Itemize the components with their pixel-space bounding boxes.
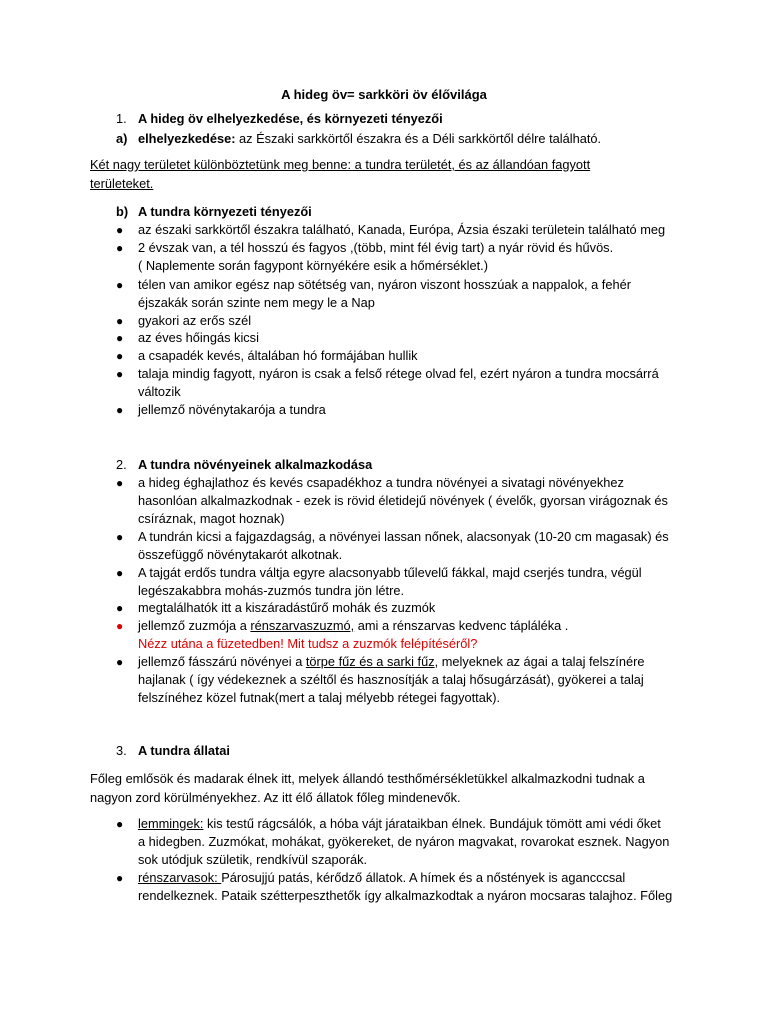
section-3-intro-line-1: Főleg emlősök és madarak élnek itt, melyek állandó testhőmérsékletükkel alkalmazkodni tudnak a [90, 771, 645, 786]
bullet-icon: ● [116, 314, 124, 328]
bullet-icon: ● [116, 331, 124, 345]
page-title: A hideg öv= sarkköri öv élővilága [281, 87, 487, 102]
bullet-icon: ● [116, 367, 124, 381]
bullet-icon: ● [116, 601, 124, 615]
bullet-icon: ● [116, 241, 124, 255]
bullet-icon: ● [116, 530, 124, 544]
bullet-icon: ● [116, 817, 124, 831]
bullet-icon: ● [116, 619, 124, 633]
section-3-intro-line-2: nagyon zord körülményekhez. Az itt élő állatok főleg mindenevők. [90, 790, 461, 805]
underlined-note-line-1: Két nagy területet különböztetünk meg benne: a tundra területét, és az állandóan fagyott [90, 157, 591, 172]
bullet-icon: ● [116, 349, 124, 363]
bullet-icon: ● [116, 871, 124, 885]
bullet-icon: ● [116, 566, 124, 580]
underlined-note-line-2: területeket. [90, 176, 154, 191]
bullet-icon: ● [116, 403, 124, 417]
document-page: A hideg öv= sarkköri öv élővilága 1. A hideg öv elhelyezkedése, és környezeti tényezői a) elhelyezkedése: az Északi sarkkörtől északra és a Déli sarkkörtől délre található. Két nagy területet különböztetünk meg benne: a tundra területét, és az állandóan fagyott területeket. b) A tundra környezeti tényezői ● az északi sarkkörtől északra található, Kanada, Európa, Ázsia északi területein található meg ● 2 évszak van, a tél hosszú és fagyos ,(több, mint fél évig tart) a nyár rövid és hűvös. ( Naplemente során fagypont környékére esik a hőmérséklet.) ● télen van amikor egész nap sötétség van, nyáron viszont hosszúak a nappalok, a fehér éjszakák során szinte nem megy le a Nap ● gyakori az erős szél ● az éves hőingás kicsi ● a csapadék kevés, általában hó formájában hullik ● talaja mindig fagyott, nyáron is csak a felső rétege olvad fel, ezért nyáron a tundra mocsárrá változik ● jellemző növénytakarója a tundra 2. A tundra növényeinek alkalmazkodása ● a hideg éghajlathoz és kevés csapadékhoz a tundra növényei a sivatagi növényekhez hasonlóan alkalmazkodnak - ezek is rövid életidejű növények ( évelők, gyorsan virágoznak és csíráznak, magot hoznak) ● A tundrán kicsi a fajgazdagság, a növényei lassan nőnek, alacsonyak (10-20 cm magasak) és összefüggő növénytakarót alkotnak. ● A tajgát erdős tundra váltja egyre alacsonyabb tűlevelű fákkal, majd cserjés tundra, végül legészakabbra mohás-zuzmós tundra jön létre. ● megtalálhatók itt a kiszáradástűrő mohák és zuzmók ● jellemző zuzmója a rénszarvaszuzmó, ami a rénszarvas kedvenc tápláléka . Nézz utána a füzetedben! Mit tudsz a zuzmók felépítéséről? ● jellemző fásszárú növényei a törpe fűz és a sarki fűz, melyeknek az ágai a talaj felszínére hajlanak ( így védekeznek a széltől és hasznosítják a talaj hősugárzását), gyökerei a talaj felszínéhez közel futnak(mert a talaj mélyebb rétegei fagyottak). 3. A tundra állatai Főleg emlősök és madarak élnek itt, melyek állandó testhőmérsékletükkel alkalmazkodni tudnak a nagyon zord körülményekhez. Az itt élő állatok főleg mindenevők. ● lemmingek: kis testű rágcsálók, a hóba vájt járataikban élnek. Bundájuk tömött ami védi őket a hidegben. Zuzmókat, mohákat, gyökereket, de nyáron magvakat, rovarokat esznek. Nagyon sok utódjuk születik, rendkívül szaporák. ● rénszarvasok: Párosujjú patás, kérődző állatok. A hímek és a nőstények is agancccsal rendelkeznek. Pataik szétterpeszthetők így alkalmazkodtak a nyáron mocsaras talajhoz. Főleg [0, 0, 768, 1024]
bullet-icon: ● [116, 476, 124, 490]
bullet-icon: ● [116, 223, 124, 237]
bullet-icon: ● [116, 655, 124, 669]
bullet-icon: ● [116, 278, 124, 292]
